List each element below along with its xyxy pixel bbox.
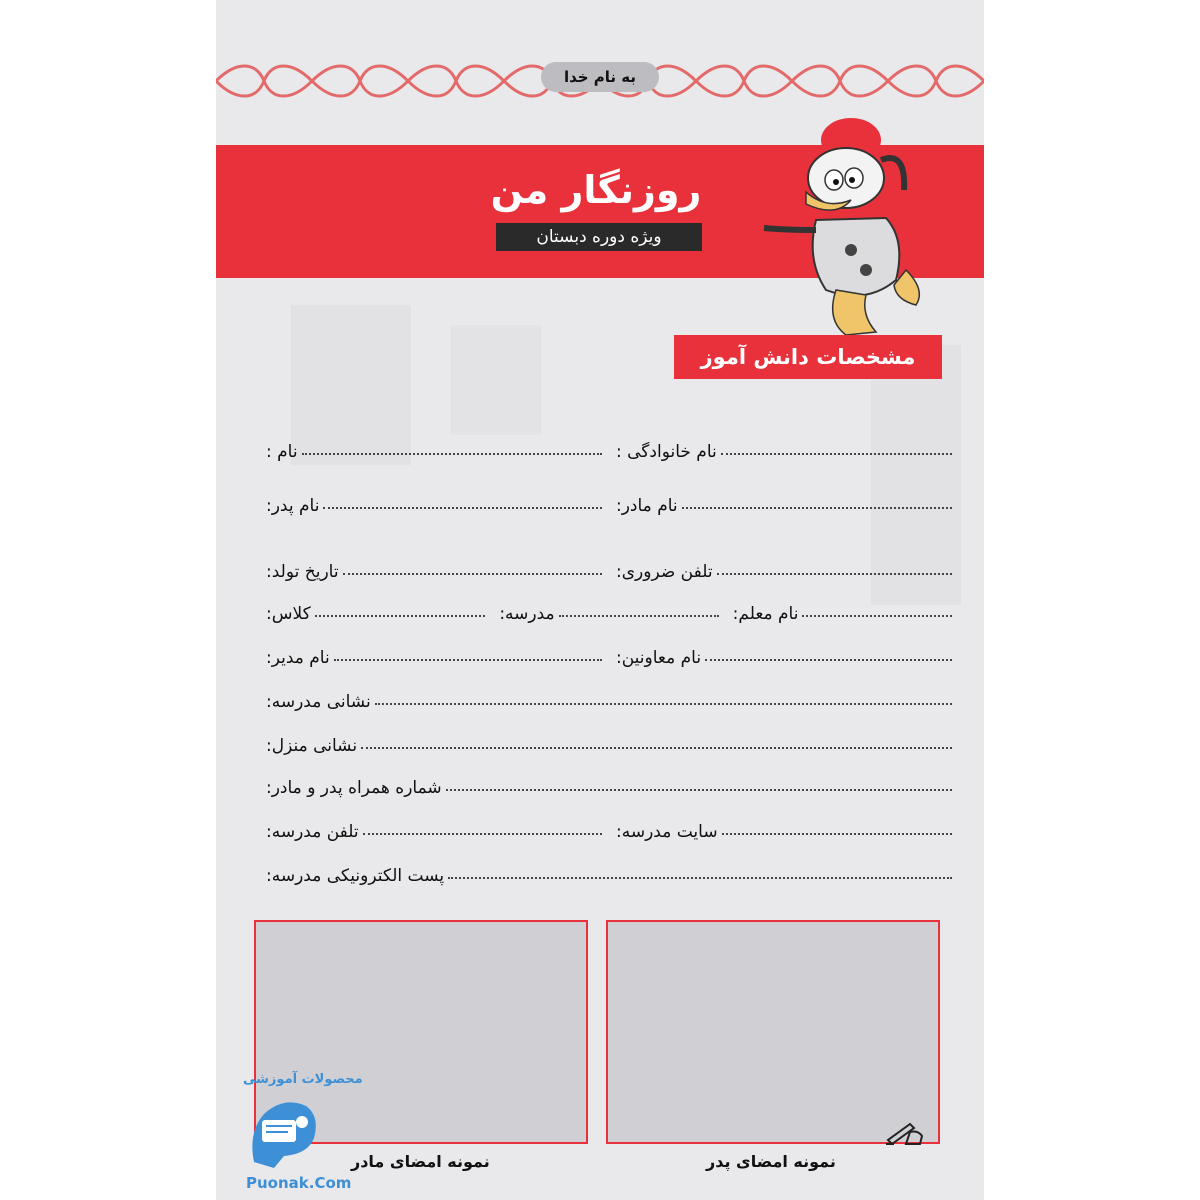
dotted-line bbox=[802, 615, 952, 617]
form-row bbox=[252, 486, 952, 516]
field-label: پست الکترونیکی مدرسه: bbox=[266, 866, 445, 886]
mother-signature-label: نمونه امضای مادر bbox=[351, 1152, 490, 1171]
parents-mobile-field[interactable] bbox=[262, 778, 952, 798]
teacher-name-field[interactable] bbox=[729, 604, 952, 624]
field-label: نام معلم: bbox=[732, 604, 799, 624]
form-row bbox=[252, 432, 952, 462]
dotted-line bbox=[705, 659, 952, 661]
dotted-line bbox=[302, 453, 602, 455]
journal-page bbox=[216, 0, 984, 1200]
school-website-field[interactable] bbox=[612, 822, 952, 842]
school-email-field[interactable] bbox=[262, 866, 952, 886]
puonak-logo bbox=[244, 1092, 324, 1170]
dotted-line bbox=[375, 703, 952, 705]
father-name-field[interactable] bbox=[262, 496, 602, 516]
home-address-field[interactable] bbox=[262, 736, 952, 756]
emergency-phone-field[interactable] bbox=[612, 562, 952, 582]
field-label: کلاس: bbox=[266, 604, 311, 624]
field-label: نام پدر: bbox=[266, 496, 320, 516]
form-row bbox=[252, 552, 952, 582]
field-label: تاریخ تولد: bbox=[266, 562, 339, 582]
form-row bbox=[252, 638, 952, 668]
field-label: تلفن مدرسه: bbox=[266, 822, 359, 842]
form-row bbox=[252, 682, 952, 712]
field-label: نشانی منزل: bbox=[266, 736, 358, 756]
field-label: نام خانوادگی : bbox=[616, 442, 717, 462]
mother-name-field[interactable] bbox=[612, 496, 952, 516]
field-label: تلفن ضروری: bbox=[616, 562, 713, 582]
dotted-line bbox=[446, 789, 952, 791]
assistants-name-field[interactable] bbox=[612, 648, 952, 668]
dotted-line bbox=[363, 833, 602, 835]
school-field[interactable] bbox=[495, 604, 718, 624]
form-row bbox=[252, 726, 952, 756]
dotted-line bbox=[323, 507, 602, 509]
field-label: مدرسه: bbox=[499, 604, 555, 624]
cartoon-duck-illustration bbox=[756, 100, 926, 340]
field-label: نام مادر: bbox=[616, 496, 678, 516]
last-name-field[interactable] bbox=[612, 442, 952, 462]
book-title: روزنگار من bbox=[490, 168, 702, 212]
class-field[interactable] bbox=[262, 604, 485, 624]
dotted-line bbox=[721, 453, 952, 455]
book-subtitle: ویژه دوره دبستان bbox=[496, 223, 702, 251]
watermark-tagline: محصولات آموزشی bbox=[243, 1072, 363, 1087]
dotted-line bbox=[448, 877, 952, 879]
dotted-line bbox=[315, 615, 486, 617]
bismillah-badge: به نام خدا bbox=[541, 62, 659, 92]
dotted-line bbox=[722, 833, 952, 835]
field-label: نام معاونین: bbox=[616, 648, 702, 668]
dotted-line bbox=[559, 615, 719, 617]
father-signature-label: نمونه امضای پدر bbox=[706, 1152, 836, 1171]
birth-date-field[interactable] bbox=[262, 562, 602, 582]
school-phone-field[interactable] bbox=[262, 822, 602, 842]
dotted-line bbox=[361, 747, 952, 749]
dotted-line bbox=[334, 659, 602, 661]
father-signature-box[interactable] bbox=[606, 920, 940, 1144]
field-label: شماره همراه پدر و مادر: bbox=[266, 778, 442, 798]
form-row bbox=[252, 856, 952, 886]
form-row bbox=[252, 812, 952, 842]
field-label: سایت مدرسه: bbox=[616, 822, 718, 842]
student-info-heading: مشخصات دانش آموز bbox=[674, 335, 942, 379]
watermark-site: Puonak.Com bbox=[246, 1174, 352, 1192]
dotted-line bbox=[682, 507, 952, 509]
pen-hand-icon bbox=[884, 1118, 924, 1146]
field-label: نشانی مدرسه: bbox=[266, 692, 371, 712]
form-row bbox=[252, 768, 952, 798]
school-address-field[interactable] bbox=[262, 692, 952, 712]
dotted-line bbox=[717, 573, 952, 575]
form-row bbox=[252, 594, 952, 624]
dotted-line bbox=[343, 573, 602, 575]
field-label: نام : bbox=[266, 442, 298, 462]
principal-name-field[interactable] bbox=[262, 648, 602, 668]
first-name-field[interactable] bbox=[262, 442, 602, 462]
field-label: نام مدیر: bbox=[266, 648, 330, 668]
